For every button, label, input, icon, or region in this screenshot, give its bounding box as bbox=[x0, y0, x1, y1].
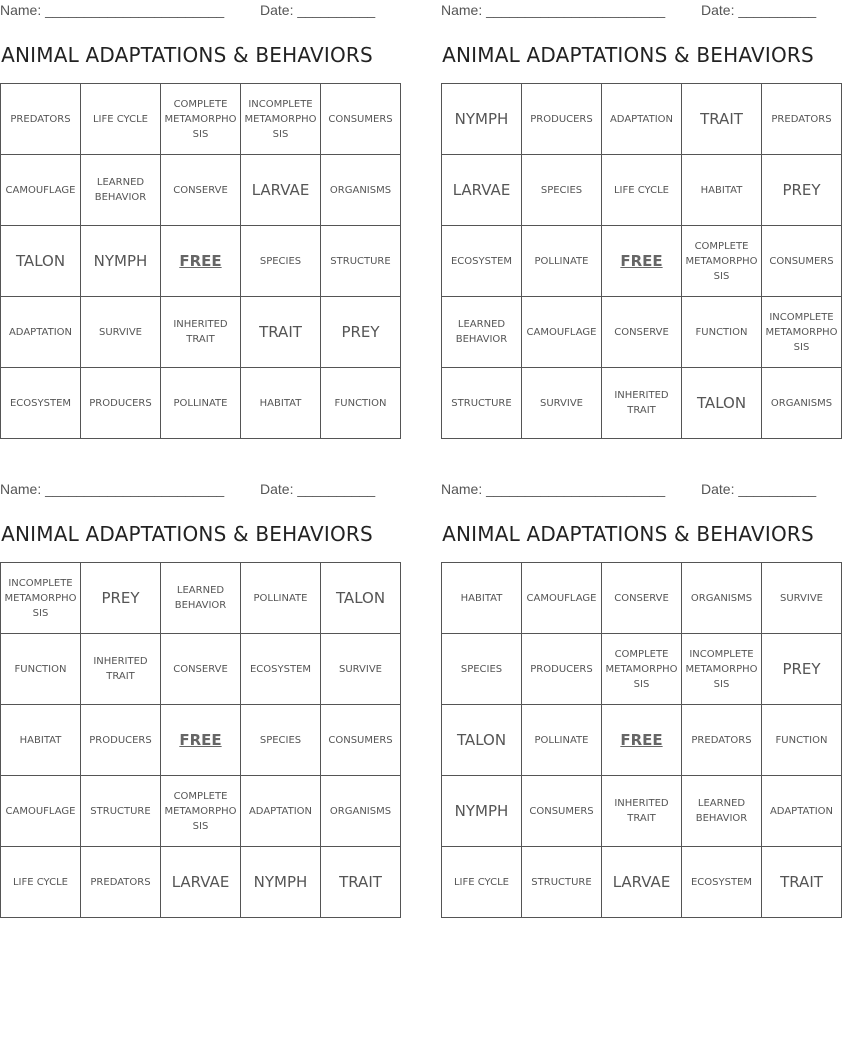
bingo-row bbox=[1, 776, 401, 847]
bingo-cell: FUNCTION bbox=[682, 297, 762, 368]
bingo-cell: TRAIT bbox=[762, 847, 842, 918]
bingo-cell: FUNCTION bbox=[762, 705, 842, 776]
bingo-cell: INCOMPLETE METAMORPHOSIS bbox=[762, 297, 842, 368]
bingo-row bbox=[442, 776, 842, 847]
bingo-cell: FUNCTION bbox=[321, 368, 401, 439]
bingo-cell: FUNCTION bbox=[1, 634, 81, 705]
card-title: ANIMAL ADAPTATIONS & BEHAVIORS bbox=[442, 522, 814, 546]
bingo-cell: LIFE CYCLE bbox=[602, 155, 682, 226]
bingo-cell: SPECIES bbox=[241, 226, 321, 297]
bingo-row bbox=[442, 368, 842, 439]
bingo-cell: CAMOUFLAGE bbox=[1, 155, 81, 226]
date-field-label: Date: __________ bbox=[260, 481, 376, 497]
name-date-row bbox=[441, 0, 817, 22]
bingo-card-3 bbox=[0, 479, 393, 919]
bingo-row bbox=[442, 705, 842, 776]
bingo-cell: PRODUCERS bbox=[81, 368, 161, 439]
bingo-cell: STRUCTURE bbox=[522, 847, 602, 918]
bingo-cell: PRODUCERS bbox=[522, 634, 602, 705]
bingo-cell: HABITAT bbox=[1, 705, 81, 776]
bingo-cell: NYMPH bbox=[442, 84, 522, 155]
bingo-cell: NYMPH bbox=[442, 776, 522, 847]
bingo-cell: LARVAE bbox=[602, 847, 682, 918]
bingo-cell: LEARNED BEHAVIOR bbox=[682, 776, 762, 847]
bingo-grid bbox=[441, 83, 842, 439]
bingo-cell: COMPLETE METAMORPHOSIS bbox=[161, 84, 241, 155]
bingo-cell: POLLINATE bbox=[522, 705, 602, 776]
bingo-row bbox=[1, 847, 401, 918]
bingo-card-4 bbox=[441, 479, 834, 919]
bingo-cell: NYMPH bbox=[81, 226, 161, 297]
bingo-row bbox=[1, 368, 401, 439]
bingo-cell: PREY bbox=[762, 155, 842, 226]
bingo-row bbox=[442, 226, 842, 297]
bingo-row bbox=[442, 84, 842, 155]
bingo-grid bbox=[0, 83, 401, 439]
bingo-cell: ECOSYSTEM bbox=[442, 226, 522, 297]
date-field-label: Date: __________ bbox=[260, 2, 376, 18]
bingo-cell: INCOMPLETE METAMORPHOSIS bbox=[1, 563, 81, 634]
bingo-cell: PRODUCERS bbox=[81, 705, 161, 776]
bingo-cell: CAMOUFLAGE bbox=[522, 563, 602, 634]
bingo-cell: ECOSYSTEM bbox=[1, 368, 81, 439]
bingo-cell: ECOSYSTEM bbox=[682, 847, 762, 918]
bingo-cell: ADAPTATION bbox=[1, 297, 81, 368]
bingo-cell: LEARNED BEHAVIOR bbox=[442, 297, 522, 368]
bingo-cell: PREY bbox=[321, 297, 401, 368]
bingo-cell: STRUCTURE bbox=[81, 776, 161, 847]
bingo-cell: CONSUMERS bbox=[522, 776, 602, 847]
bingo-cell: INCOMPLETE METAMORPHOSIS bbox=[682, 634, 762, 705]
bingo-cell: ADAPTATION bbox=[762, 776, 842, 847]
free-space-cell: FREE bbox=[602, 226, 682, 297]
name-date-row bbox=[0, 0, 376, 22]
bingo-row bbox=[1, 705, 401, 776]
card-title: ANIMAL ADAPTATIONS & BEHAVIORS bbox=[1, 522, 373, 546]
free-space-cell: FREE bbox=[602, 705, 682, 776]
name-field-label: Name: _______________________ bbox=[441, 481, 666, 497]
bingo-cell: PRODUCERS bbox=[522, 84, 602, 155]
bingo-row bbox=[1, 155, 401, 226]
bingo-cell: ORGANISMS bbox=[682, 563, 762, 634]
bingo-row bbox=[442, 847, 842, 918]
bingo-cell: CAMOUFLAGE bbox=[522, 297, 602, 368]
bingo-cell: PREY bbox=[81, 563, 161, 634]
bingo-card-1 bbox=[0, 0, 393, 440]
bingo-cell: NYMPH bbox=[241, 847, 321, 918]
bingo-cell: INHERITED TRAIT bbox=[81, 634, 161, 705]
bingo-cell: STRUCTURE bbox=[321, 226, 401, 297]
bingo-cell: CONSERVE bbox=[161, 155, 241, 226]
bingo-cell: CONSUMERS bbox=[762, 226, 842, 297]
free-space-cell: FREE bbox=[161, 226, 241, 297]
bingo-cell: CAMOUFLAGE bbox=[1, 776, 81, 847]
bingo-cell: LIFE CYCLE bbox=[442, 847, 522, 918]
bingo-cell: CONSERVE bbox=[602, 563, 682, 634]
bingo-cell: CONSERVE bbox=[161, 634, 241, 705]
bingo-cell: TALON bbox=[1, 226, 81, 297]
bingo-cell: TALON bbox=[321, 563, 401, 634]
bingo-row bbox=[1, 297, 401, 368]
bingo-grid bbox=[0, 562, 401, 918]
bingo-cell: COMPLETE METAMORPHOSIS bbox=[682, 226, 762, 297]
bingo-cell: LIFE CYCLE bbox=[1, 847, 81, 918]
bingo-cell: ORGANISMS bbox=[762, 368, 842, 439]
bingo-cell: ORGANISMS bbox=[321, 776, 401, 847]
date-field-label: Date: __________ bbox=[701, 481, 817, 497]
bingo-cell: HABITAT bbox=[442, 563, 522, 634]
bingo-cell: SURVIVE bbox=[522, 368, 602, 439]
bingo-row bbox=[1, 634, 401, 705]
bingo-cell: LEARNED BEHAVIOR bbox=[161, 563, 241, 634]
bingo-row bbox=[1, 226, 401, 297]
bingo-cell: PREDATORS bbox=[1, 84, 81, 155]
bingo-cell: CONSUMERS bbox=[321, 705, 401, 776]
bingo-cell: INHERITED TRAIT bbox=[161, 297, 241, 368]
bingo-grid bbox=[441, 562, 842, 918]
bingo-cell: LARVAE bbox=[442, 155, 522, 226]
bingo-cell: ORGANISMS bbox=[321, 155, 401, 226]
bingo-cell: ADAPTATION bbox=[602, 84, 682, 155]
name-field-label: Name: _______________________ bbox=[0, 481, 225, 497]
bingo-cell: PREY bbox=[762, 634, 842, 705]
bingo-cell: SURVIVE bbox=[81, 297, 161, 368]
name-field-label: Name: _______________________ bbox=[441, 2, 666, 18]
free-space-cell: FREE bbox=[161, 705, 241, 776]
bingo-cell: COMPLETE METAMORPHOSIS bbox=[602, 634, 682, 705]
bingo-cell: TALON bbox=[682, 368, 762, 439]
bingo-cell: LARVAE bbox=[241, 155, 321, 226]
bingo-cell: HABITAT bbox=[682, 155, 762, 226]
bingo-cell: PREDATORS bbox=[81, 847, 161, 918]
bingo-cell: SURVIVE bbox=[762, 563, 842, 634]
bingo-cell: LIFE CYCLE bbox=[81, 84, 161, 155]
bingo-row bbox=[1, 563, 401, 634]
bingo-cell: INHERITED TRAIT bbox=[602, 776, 682, 847]
bingo-row bbox=[442, 634, 842, 705]
bingo-cell: COMPLETE METAMORPHOSIS bbox=[161, 776, 241, 847]
name-field-label: Name: _______________________ bbox=[0, 2, 225, 18]
bingo-cell: INCOMPLETE METAMORPHOSIS bbox=[241, 84, 321, 155]
bingo-cell: INHERITED TRAIT bbox=[602, 368, 682, 439]
bingo-cell: SPECIES bbox=[522, 155, 602, 226]
date-field-label: Date: __________ bbox=[701, 2, 817, 18]
bingo-cell: SPECIES bbox=[241, 705, 321, 776]
bingo-cell: SPECIES bbox=[442, 634, 522, 705]
bingo-cell: STRUCTURE bbox=[442, 368, 522, 439]
bingo-row bbox=[442, 563, 842, 634]
card-title: ANIMAL ADAPTATIONS & BEHAVIORS bbox=[1, 43, 373, 67]
bingo-cell: LEARNED BEHAVIOR bbox=[81, 155, 161, 226]
bingo-row bbox=[1, 84, 401, 155]
bingo-cell: POLLINATE bbox=[161, 368, 241, 439]
card-title: ANIMAL ADAPTATIONS & BEHAVIORS bbox=[442, 43, 814, 67]
bingo-cell: HABITAT bbox=[241, 368, 321, 439]
bingo-cell: LARVAE bbox=[161, 847, 241, 918]
bingo-row bbox=[442, 155, 842, 226]
bingo-card-2 bbox=[441, 0, 838, 440]
bingo-cell: POLLINATE bbox=[241, 563, 321, 634]
bingo-cell: SURVIVE bbox=[321, 634, 401, 705]
bingo-cell: PREDATORS bbox=[682, 705, 762, 776]
bingo-cell: CONSUMERS bbox=[321, 84, 401, 155]
bingo-cell: ADAPTATION bbox=[241, 776, 321, 847]
bingo-cell: POLLINATE bbox=[522, 226, 602, 297]
bingo-cell: PREDATORS bbox=[762, 84, 842, 155]
bingo-cell: ECOSYSTEM bbox=[241, 634, 321, 705]
bingo-cell: CONSERVE bbox=[602, 297, 682, 368]
bingo-row bbox=[442, 297, 842, 368]
bingo-cell: TRAIT bbox=[241, 297, 321, 368]
bingo-cell: TALON bbox=[442, 705, 522, 776]
bingo-cell: TRAIT bbox=[321, 847, 401, 918]
bingo-cell: TRAIT bbox=[682, 84, 762, 155]
name-date-row bbox=[0, 479, 376, 501]
name-date-row bbox=[441, 479, 817, 501]
